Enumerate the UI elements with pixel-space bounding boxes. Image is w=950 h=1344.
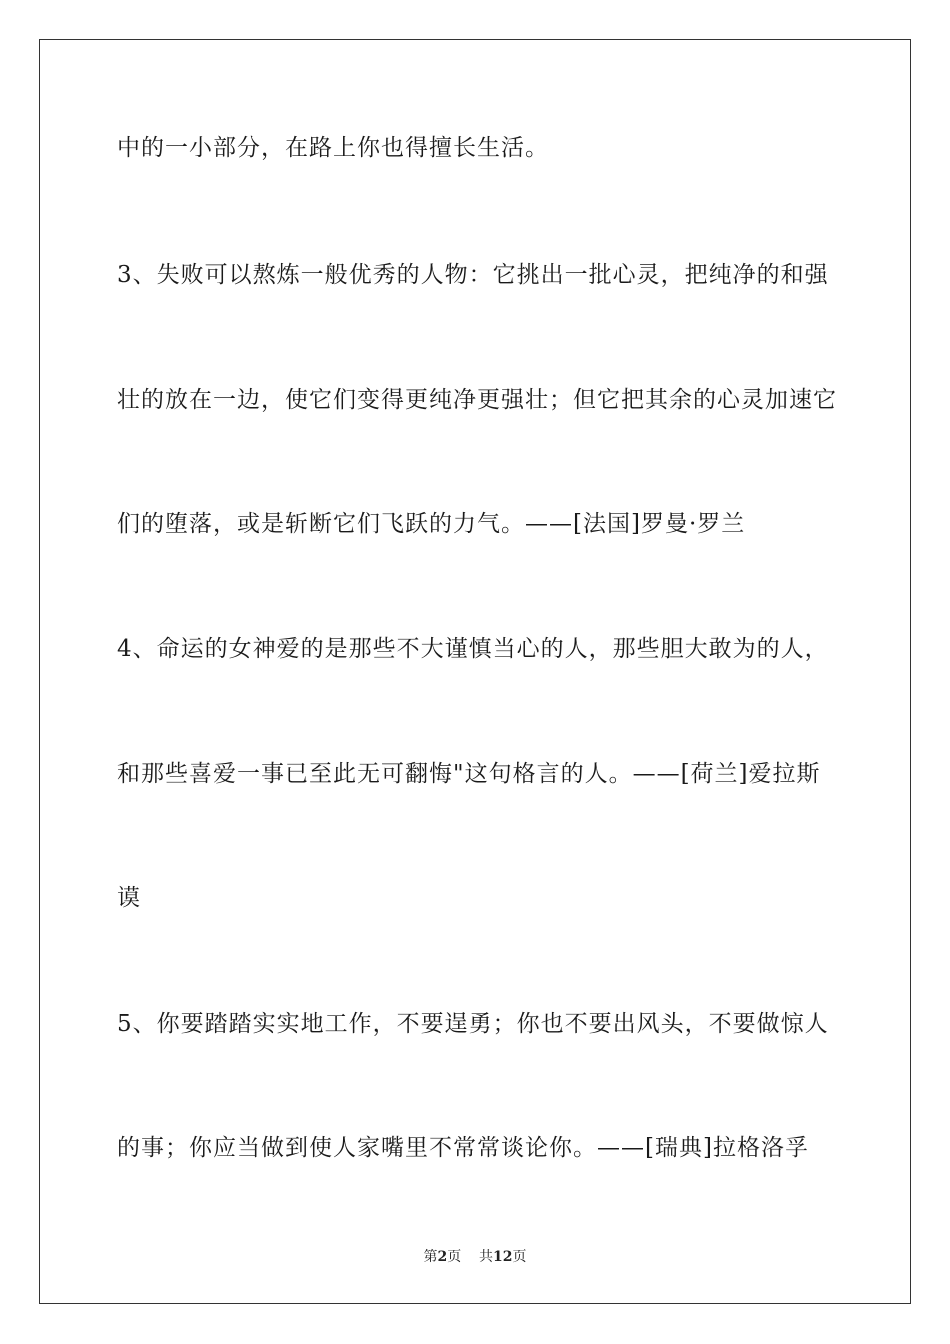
page-suffix: 页	[447, 1249, 462, 1265]
text-line-6: 和那些喜爱一事已至此无可翻悔"这句格言的人。——[荷兰]爱拉斯	[117, 761, 821, 787]
text-line-3: 壮的放在一边，使它们变得更纯净更强壮；但它把其余的心灵加速它	[117, 387, 837, 413]
text-line-9: 的事；你应当做到使人家嘴里不常常谈论你。——[瑞典]拉格洛孚	[117, 1135, 809, 1161]
page-border	[39, 39, 911, 1304]
total-prefix: 共	[479, 1249, 494, 1265]
text-line-5: 4、命运的女神爱的是那些不大谨慎当心的人，那些胆大敢为的人，	[117, 636, 829, 662]
text-line-8: 5、你要踏踏实实地工作，不要逞勇；你也不要出风头，不要做惊人	[117, 1011, 829, 1037]
text-line-7: 谟	[117, 885, 141, 911]
text-line-2: 3、失败可以熬炼一般优秀的人物：它挑出一批心灵，把纯净的和强	[117, 262, 829, 288]
text-line-1: 中的一小部分，在路上你也得擅长生活。	[117, 135, 549, 161]
total-pages: 12	[493, 1249, 513, 1265]
text-line-4: 们的堕落，或是斩断它们飞跃的力气。——[法国]罗曼·罗兰	[117, 511, 746, 537]
page-number: 2	[437, 1249, 448, 1265]
total-suffix: 页	[512, 1249, 527, 1265]
page-prefix: 第	[423, 1249, 438, 1265]
page-footer	[0, 1248, 950, 1266]
